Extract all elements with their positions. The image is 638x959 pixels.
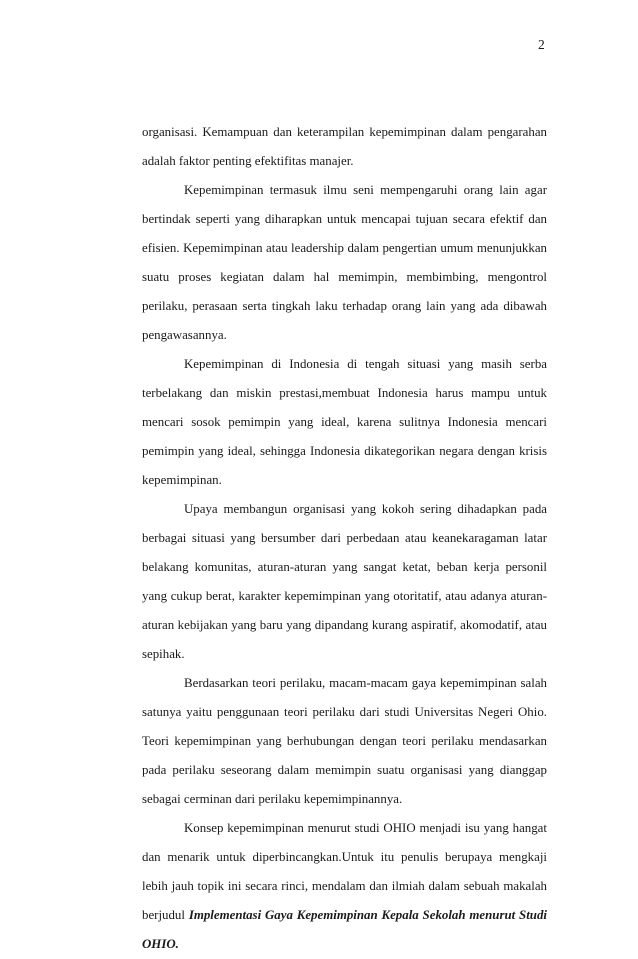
paragraph-2: Kepemimpinan termasuk ilmu seni mempengaruhi orang lain agar bertindak seperti yang diharapkan untuk mencapai tujuan secara efektif dan efisien. Kepemimpinan atau leadership dalam pengertian umum menunjukkan suatu proses kegiatan dalam hal memimpin, membimbing, mengontrol perilaku, perasaan serta tingkah laku terhadap orang lain yang ada dibawah pengawasannya. (142, 183, 547, 342)
paragraph-5: Berdasarkan teori perilaku, macam-macam gaya kepemimpinan salah satunya yaitu penggunaan teori perilaku dari studi Universitas Negeri Ohio. Teori kepemimpinan yang berhubungan dengan teori perilaku mendasarkan pada perilaku seseorang dalam memimpin suatu organisasi yang dianggap sebagai cerminan dari perilaku kepemimpinannya. (142, 676, 547, 806)
paragraph-4: Upaya membangun organisasi yang kokoh sering dihadapkan pada berbagai situasi yang bersumber dari perbedaan atau keanekaragaman latar belakang komunitas, aturan-aturan yang sangat ketat, beban kerja personil yang cukup berat, karakter kepemimpinan yang otoritatif, atau adanya aturan-aturan kebijakan yang baru yang dipandang kurang aspiratif, akomodatif, atau sepihak. (142, 502, 547, 661)
paragraph-6 (142, 814, 547, 959)
document-body (142, 118, 547, 959)
paragraph-3: Kepemimpinan di Indonesia di tengah situasi yang masih serba terbelakang dan miskin prestasi,membuat Indonesia harus mampu untuk mencari sosok pemimpin yang ideal, karena sulitnya Indonesia mencari pemimpin yang ideal, sehingga Indonesia dikategorikan negara dengan krisis kepemimpinan. (142, 357, 547, 487)
paragraph-6-text: Konsep kepemimpinan menurut studi OHIO menjadi isu yang hangat dan menarik untuk diperbincangkan.Untuk itu penulis berupaya mengkaji lebih jauh topik ini secara rinci, mendalam dan ilmiah dalam sebuah makalah berjudul (142, 821, 547, 922)
paragraph-1: organisasi. Kemampuan dan keterampilan kepemimpinan dalam pengarahan adalah faktor penting efektifitas manajer. (142, 125, 547, 168)
paper-title-emphasis: Implementasi Gaya Kepemimpinan Kepala Sekolah menurut Studi OHIO (142, 908, 547, 951)
paper-title-period: . (175, 937, 179, 951)
page-number: 2 (538, 37, 545, 52)
